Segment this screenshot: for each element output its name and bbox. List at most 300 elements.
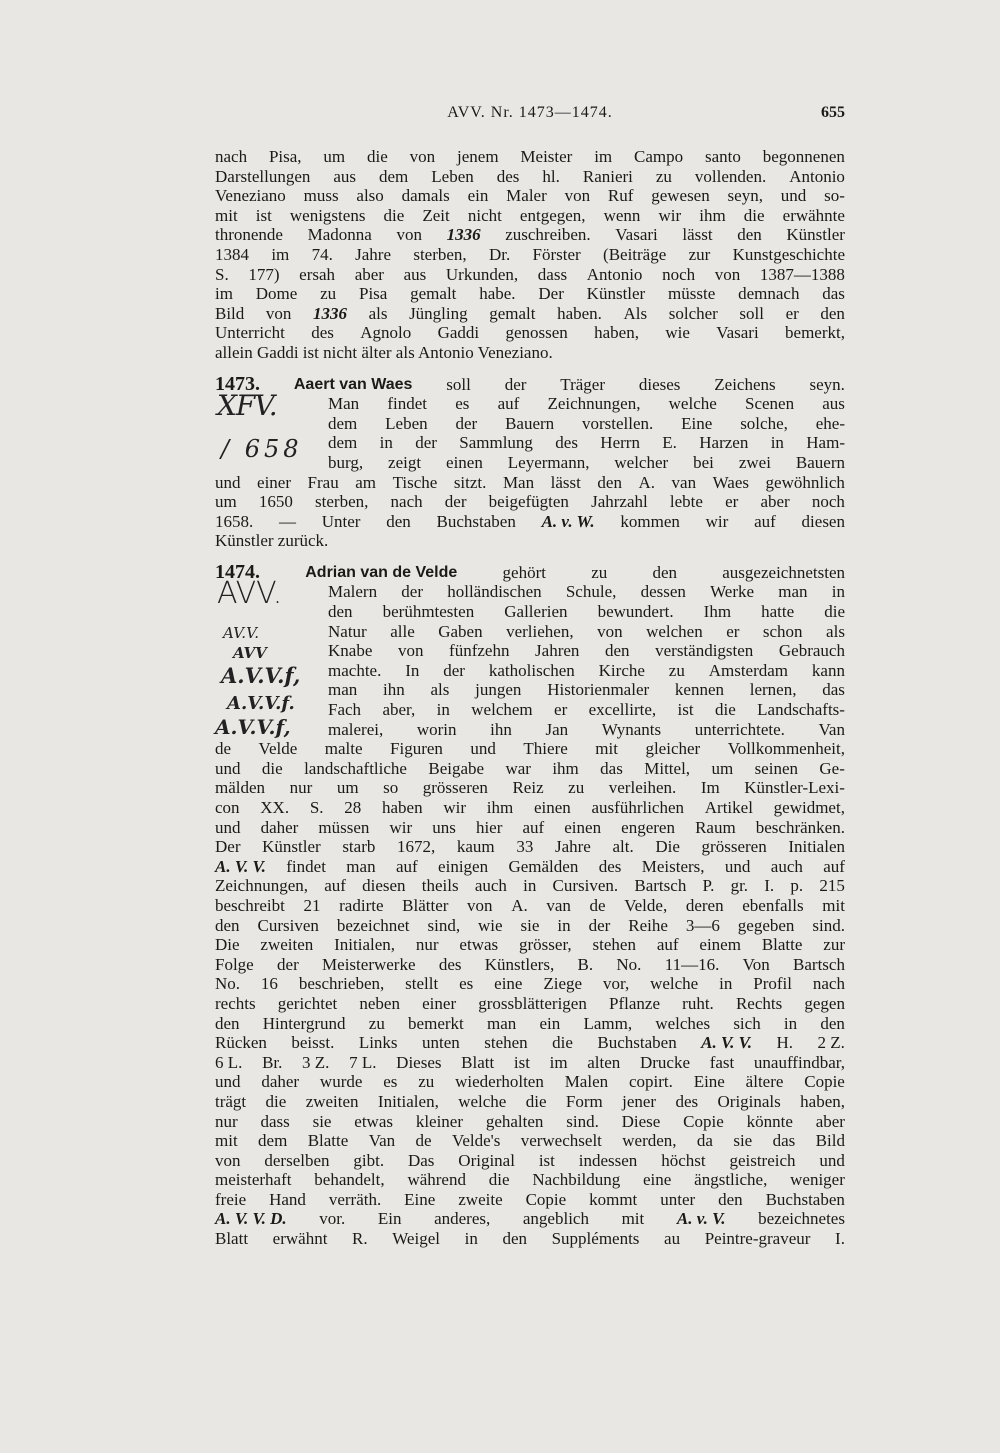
word: jungen: [475, 680, 522, 700]
word: Malen: [564, 1072, 609, 1092]
word: in: [379, 433, 393, 453]
word: als: [430, 680, 450, 700]
word: theils: [421, 876, 459, 896]
word: Ihm: [703, 602, 732, 622]
word: zu: [568, 778, 585, 798]
word: einem: [699, 935, 741, 955]
word: Von: [742, 954, 770, 974]
word: Künstler-Lexi-: [744, 778, 845, 798]
word: 11—16.: [664, 954, 720, 974]
word: von: [714, 264, 741, 284]
word: in: [770, 433, 784, 453]
word: Raum: [695, 817, 736, 837]
word: verleihen.: [608, 778, 677, 798]
word: zur: [688, 244, 711, 264]
word: die: [525, 1091, 547, 1111]
word: haben,: [594, 323, 639, 343]
word: und: [780, 186, 807, 206]
word: bemerkt: [408, 1013, 464, 1033]
word: der: [277, 954, 299, 974]
word: gehalten: [485, 1111, 544, 1131]
word: Gemälden: [508, 856, 579, 876]
word: Hand: [269, 1189, 306, 1209]
word: der: [443, 660, 465, 680]
word: gleicher: [645, 739, 701, 759]
word: E.: [662, 433, 677, 453]
word: Zeichnungen,: [547, 394, 641, 414]
word: sie: [733, 1131, 753, 1151]
word: müssen: [318, 817, 370, 837]
word: der: [455, 413, 478, 433]
word: kann: [811, 660, 845, 680]
monogram-area: [215, 576, 325, 740]
monogram-area: [215, 389, 325, 472]
word: Unterricht: [215, 323, 285, 343]
word: Drucke: [639, 1052, 691, 1072]
word: in: [557, 915, 571, 935]
text-line: [215, 778, 845, 798]
monogram-small: AV.V.: [223, 624, 260, 643]
word: die: [383, 205, 405, 225]
word: Träger: [560, 374, 605, 394]
entry1474-entry: [215, 560, 845, 1249]
word: mit: [595, 739, 618, 759]
word: solche,: [740, 413, 788, 433]
word: Fach: [328, 700, 362, 720]
word: Jan: [545, 719, 569, 739]
monogram-text-area: [215, 389, 845, 472]
word: de: [589, 895, 606, 915]
word: aber: [815, 1111, 845, 1131]
word: wir: [705, 511, 729, 531]
monogram-cursive-4: A.V.V.f,: [215, 715, 291, 740]
line-text: allein Gaddi ist nicht älter als Antonio Veneziano.: [215, 342, 553, 362]
word: so: [383, 778, 399, 798]
word: XX.: [260, 798, 290, 817]
word: Ranieri: [582, 166, 633, 186]
word: berühmtesten: [382, 602, 475, 622]
word: ihm: [552, 758, 579, 778]
word: um: [336, 778, 359, 798]
word: zu: [591, 562, 608, 582]
word: um: [323, 147, 346, 166]
running-title: AVV. Nr. 1473—1474.: [447, 104, 613, 121]
word: so-: [824, 186, 845, 206]
word: ihn: [490, 719, 512, 739]
word: I.: [835, 1229, 845, 1249]
text-line: [215, 759, 845, 779]
word: während: [407, 1170, 466, 1190]
word: das: [822, 284, 845, 304]
word: erwähnt: [272, 1229, 328, 1249]
word: welcher: [614, 452, 669, 472]
word: nach: [812, 974, 845, 994]
word: das: [600, 758, 623, 778]
text-line: [215, 492, 845, 512]
word: Profil: [753, 974, 792, 994]
word: Scenen: [744, 394, 795, 414]
word: Künstlers,: [484, 954, 555, 974]
word: den: [328, 602, 353, 622]
word: nach: [215, 147, 248, 166]
word: Velde,: [624, 895, 668, 915]
text-line: [215, 798, 845, 818]
word: in: [464, 1229, 478, 1249]
word: daher: [261, 1072, 300, 1092]
word: auf: [656, 935, 679, 955]
word: starb: [342, 837, 376, 857]
word: haben.: [557, 303, 602, 323]
word: des: [496, 166, 520, 186]
word: nur: [215, 1111, 238, 1131]
text-line: [215, 531, 845, 551]
word: Rechts: [735, 993, 783, 1013]
text-line: [215, 304, 845, 324]
text-line: [215, 1131, 845, 1151]
word: gehört: [502, 562, 546, 582]
word: seyn.: [809, 374, 845, 394]
word: Initialen,: [334, 935, 396, 955]
word: er: [554, 700, 568, 720]
word: Schule,: [565, 582, 617, 602]
word: gegeben: [737, 915, 795, 935]
word: ihn: [383, 680, 405, 700]
word: wir: [658, 205, 682, 225]
word: Wynants: [601, 719, 662, 739]
word: Das: [407, 1150, 435, 1170]
word: S.: [309, 798, 324, 817]
word: mit: [822, 895, 845, 915]
text-line: [215, 994, 845, 1014]
word: R.: [352, 1229, 368, 1249]
word: Cursiven.: [552, 876, 619, 896]
word: Leyermann,: [507, 452, 590, 472]
word: Initialen: [788, 837, 845, 857]
text-line: [215, 1190, 845, 1210]
word: Maler: [506, 186, 547, 206]
word: I.: [764, 876, 775, 896]
word: der: [444, 492, 467, 512]
word: Blätter: [402, 895, 449, 915]
word: den: [652, 562, 678, 582]
text-line: [215, 1229, 845, 1249]
word: verwechselt: [520, 1131, 602, 1151]
word: Van: [368, 1131, 396, 1151]
word: zur: [823, 935, 845, 955]
word: soll: [446, 374, 471, 394]
word: zu: [655, 166, 672, 186]
word: hl.: [542, 166, 560, 186]
word: burg,: [328, 452, 364, 472]
word: deren: [685, 895, 724, 915]
word: im: [215, 284, 233, 304]
word: Waes: [712, 472, 750, 492]
word: Folge: [215, 954, 254, 974]
word: aber: [760, 492, 790, 512]
word: zweiten: [305, 1091, 359, 1111]
word: trägt: [215, 1091, 247, 1111]
word: freie: [215, 1189, 247, 1209]
word: einen: [446, 452, 483, 472]
word: Artikel: [704, 798, 753, 817]
word: Bauern: [505, 413, 555, 433]
word: nicht: [467, 205, 502, 225]
word: neben: [359, 993, 400, 1013]
word: in: [831, 582, 845, 602]
text-line: [215, 245, 845, 265]
word: sind,: [427, 915, 461, 935]
word: vor.: [319, 1209, 346, 1229]
word: sie: [520, 915, 540, 935]
text-line: [215, 935, 845, 955]
word: machte.: [328, 660, 382, 680]
word: dessen: [640, 582, 686, 602]
word: Madonna: [307, 225, 372, 245]
page-body: [215, 147, 845, 1249]
word: erwähnte: [782, 205, 845, 225]
text-line: [215, 1151, 845, 1171]
word: 1672,: [397, 837, 436, 857]
word: A. V. V.: [215, 856, 266, 876]
text-line: [215, 167, 845, 187]
word: den: [386, 511, 411, 531]
word: Links: [358, 1033, 398, 1053]
word: Figuren: [390, 739, 443, 759]
word: ist: [255, 205, 272, 225]
word: den: [502, 1229, 527, 1249]
word: muss: [303, 186, 339, 206]
word: daher: [260, 817, 299, 837]
word: verliehen,: [506, 621, 574, 641]
word: gewidmet,: [773, 798, 845, 817]
word: Zeit: [422, 205, 450, 225]
word: 16: [260, 974, 278, 994]
word: stellt: [405, 974, 439, 994]
word: und: [215, 472, 241, 492]
word: Sammlung: [459, 433, 533, 453]
word: fast: [709, 1052, 735, 1072]
word: Tische: [392, 472, 438, 492]
word: Originals: [717, 1091, 781, 1111]
word: Zeichnungen,: [215, 876, 308, 896]
word: bezeichnet: [336, 915, 410, 935]
word: 74.: [311, 244, 333, 264]
word: Gebrauch: [778, 641, 845, 661]
word: auf: [497, 394, 520, 414]
word: dass: [537, 264, 568, 284]
word: Jüngling: [409, 303, 468, 323]
word: 28: [344, 798, 362, 817]
entry-heading-line: [215, 560, 845, 583]
word: Meisters,: [641, 856, 705, 876]
word: den: [215, 915, 240, 935]
word: beigefügten: [488, 492, 569, 512]
word: zwei: [738, 452, 771, 472]
word: No.: [215, 974, 241, 994]
word: und: [215, 758, 241, 778]
word: von: [564, 186, 591, 206]
word: sind.: [566, 1111, 599, 1131]
monogram-cursive-3: A.V.V.f.: [227, 693, 295, 715]
word: zweite: [458, 1189, 503, 1209]
word: zu: [418, 1072, 435, 1092]
word: Original: [458, 1150, 515, 1170]
word: Gallerien: [504, 602, 568, 622]
word: mit: [621, 1209, 645, 1229]
word: des: [555, 433, 578, 453]
word: die: [743, 205, 765, 225]
word: dem: [258, 1131, 288, 1151]
word: 215: [819, 876, 845, 896]
word: Van: [818, 719, 845, 739]
word: indessen: [578, 1150, 638, 1170]
word: entgegen,: [519, 205, 586, 225]
text-line: [215, 512, 845, 532]
word: Landschafts-: [757, 700, 845, 720]
word: anderes,: [434, 1209, 491, 1229]
word: Man: [502, 472, 535, 492]
word: auf: [522, 817, 545, 837]
word: P.: [702, 876, 715, 896]
word: lässt: [682, 225, 713, 245]
word: Blatt: [215, 1229, 249, 1249]
word: Eine: [681, 413, 713, 433]
word: in: [719, 974, 733, 994]
word: 3—6: [685, 915, 720, 935]
word: ein: [467, 186, 489, 206]
word: Man: [328, 394, 360, 414]
word: Der: [538, 284, 564, 304]
word: Darstellungen: [215, 166, 311, 186]
word: van: [671, 472, 697, 492]
text-line: [215, 857, 845, 877]
word: ein: [539, 1013, 561, 1033]
word: kleiner: [415, 1111, 464, 1131]
word: soll: [739, 303, 764, 323]
word: grösseren: [701, 837, 767, 857]
word: gemalt: [410, 284, 457, 304]
word: radirte: [339, 895, 384, 915]
word: den: [820, 303, 845, 323]
word: der: [588, 915, 611, 935]
word: von: [397, 641, 424, 661]
word: wenigstens: [289, 205, 366, 225]
word: im: [271, 244, 290, 264]
word: auch: [474, 876, 507, 896]
word: einer: [257, 472, 292, 492]
word: zu: [668, 660, 685, 680]
word: Der: [215, 837, 241, 857]
word: hatte: [761, 602, 795, 622]
word: die: [824, 602, 845, 622]
word: man: [328, 680, 358, 700]
word: wie: [665, 323, 690, 343]
word: nur: [289, 778, 313, 798]
monogram-text-area: [215, 576, 845, 740]
word: meisterhaft: [215, 1170, 292, 1190]
word: Bild: [815, 1131, 845, 1151]
word: einer: [422, 993, 457, 1013]
word: Reihe: [628, 915, 668, 935]
word: jener: [622, 1091, 657, 1111]
word: verräth.: [328, 1189, 382, 1209]
word: Mittel,: [644, 758, 691, 778]
word: Meister: [520, 147, 573, 166]
word: ersah: [299, 264, 336, 284]
word: ist: [513, 1052, 530, 1072]
text-line: [215, 837, 845, 857]
entry-heading-line: [215, 372, 845, 395]
word: Gaddi: [437, 323, 480, 343]
word: genossen: [505, 323, 568, 343]
word: Peintre-graveur: [704, 1229, 811, 1249]
page-number: 655: [821, 104, 845, 121]
word: holländischen: [447, 582, 542, 602]
word: wie: [478, 915, 503, 935]
word: santo: [704, 147, 741, 166]
word: nur: [415, 935, 439, 955]
word: Copie: [683, 1111, 724, 1131]
word: Vasari: [716, 323, 759, 343]
word: A. v. V.: [676, 1209, 726, 1229]
word: katholischen: [488, 660, 575, 680]
word: 21: [303, 895, 321, 915]
word: (Beiträge: [603, 244, 667, 264]
text-line: [215, 323, 845, 343]
word: Reiz: [512, 778, 544, 798]
word: gr.: [730, 876, 749, 896]
word: Eine: [404, 1189, 436, 1209]
word: weniger: [790, 1170, 845, 1190]
text-line: [215, 1053, 845, 1073]
word: man: [778, 582, 808, 602]
word: Br.: [262, 1052, 283, 1072]
word: Veneziano: [215, 186, 286, 206]
word: excellirte,: [588, 700, 657, 720]
word: mit: [215, 205, 238, 225]
word: Amsterdam: [708, 660, 789, 680]
word: angeblich: [522, 1209, 589, 1229]
word: Bauern: [795, 452, 845, 472]
word: kaum: [456, 837, 495, 857]
paragraph-gap: [215, 551, 845, 563]
word: etwas: [354, 1111, 393, 1131]
word: damals: [401, 186, 450, 206]
word: die: [714, 700, 736, 720]
word: sich: [733, 1013, 761, 1033]
word: am: [355, 472, 377, 492]
word: ihm: [486, 798, 514, 817]
text-line: [215, 343, 845, 363]
entry1473-entry: [215, 372, 845, 551]
word: beschreibt: [215, 895, 285, 915]
word: auf: [324, 876, 346, 896]
word: ängstliche,: [694, 1170, 768, 1190]
word: Diese: [621, 1111, 661, 1131]
word: des: [438, 954, 462, 974]
word: Leben: [431, 166, 474, 186]
word: noch: [662, 264, 696, 284]
word: von: [409, 147, 436, 166]
word: rechts: [215, 993, 256, 1013]
word: und: [470, 739, 496, 759]
word: verständigsten: [655, 641, 754, 661]
word: Kunstgeschichte: [732, 244, 845, 264]
word: mit: [215, 1131, 238, 1151]
word: der: [415, 433, 437, 453]
word: 3 Z.: [302, 1052, 330, 1072]
word: um: [711, 758, 734, 778]
